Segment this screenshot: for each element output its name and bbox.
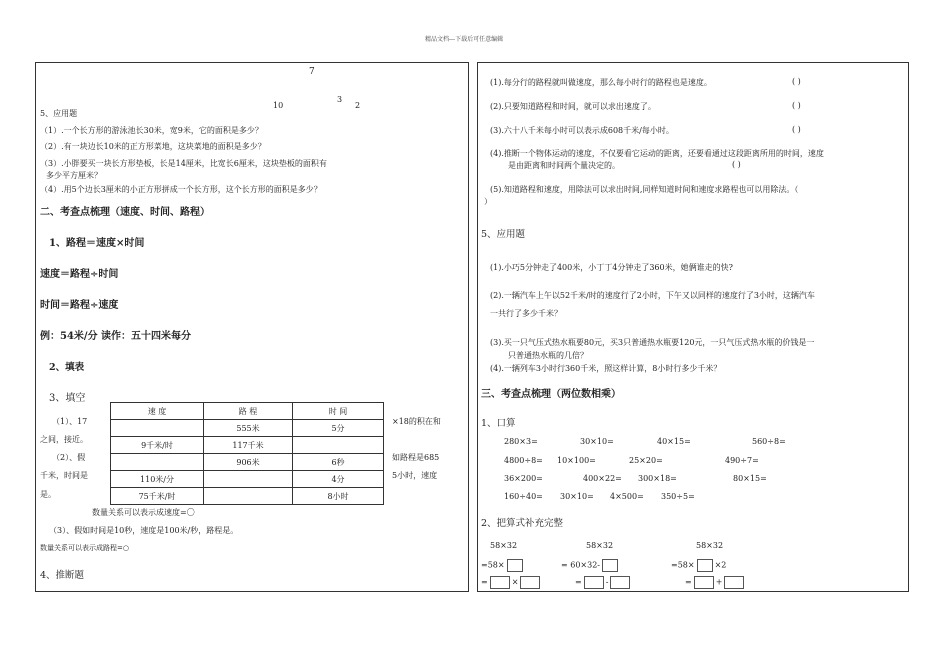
section-title: 5、应用题 — [40, 109, 78, 118]
equals-sign: = — [575, 577, 582, 587]
table-cell: 6秒 — [293, 454, 384, 471]
section-heading: 三、考查点梳理（两位数相乘） — [481, 389, 621, 400]
oral-item: 490÷7= — [725, 456, 759, 465]
table-header: 速 度 — [111, 403, 204, 420]
right-panel — [477, 62, 909, 592]
answer-paren[interactable]: ( ) — [792, 125, 801, 134]
section-title: 5、应用题 — [481, 229, 526, 240]
equals-sign: = — [685, 577, 692, 587]
expand-row-3 — [671, 559, 726, 572]
fraction-number: 2 — [355, 101, 361, 110]
oral-item: 30×10= — [580, 437, 614, 446]
answer-paren[interactable]: ( ) — [732, 160, 741, 169]
table-cell: 555米 — [204, 420, 293, 437]
oral-item: 80×15= — [733, 474, 767, 483]
complete-head: 58×32 — [586, 541, 614, 550]
relation-line: 数量关系可以表示成路程=○ — [40, 544, 129, 552]
result-row-2 — [575, 576, 632, 589]
result-row-3 — [685, 576, 746, 589]
judge-item: (3).六十八千米每小时可以表示成608千米/每小时。 — [490, 126, 674, 135]
table-cell: 4分 — [293, 471, 384, 488]
expand-equation: =58× — [481, 560, 505, 570]
question-text: （3）.小胖要买一块长方形垫板，长是14厘米，比宽长6厘米，这块垫板的面积有 — [40, 159, 327, 168]
answer-paren[interactable]: ( ) — [792, 101, 801, 110]
question-text: (1).小巧5分钟走了400米，小丁丁4分钟走了360米，她俩谁走的快? — [490, 263, 733, 272]
section-title: 1、口算 — [481, 418, 516, 429]
fill-text: 之间，接近。 — [40, 435, 88, 444]
fill-text: ×18的积在和 — [392, 417, 441, 426]
table-header: 路 程 — [204, 403, 293, 420]
oral-item: 560÷8= — [752, 437, 786, 446]
expand-equation: = 60×32- — [561, 560, 601, 570]
equals-sign: = — [481, 577, 488, 587]
answer-box[interactable] — [697, 559, 713, 572]
table-cell[interactable] — [111, 454, 204, 471]
question-text: （4）.用5个边长3厘米的小正方形拼成一个长方形，这个长方形的面积是多少？ — [40, 185, 322, 194]
answer-box[interactable] — [520, 576, 540, 589]
expand-equation: =58× — [671, 560, 695, 570]
judge-item: (5).知道路程和速度，用除法可以求出时间,同样知道时间和速度求路程也可以用除法。（ — [490, 185, 799, 194]
table-cell: 117千米 — [204, 437, 293, 454]
oral-item: 4×500= — [610, 492, 644, 501]
expand-row-2 — [561, 559, 620, 572]
judge-item: 是由距离和时间两个量决定的。 — [508, 161, 620, 170]
question-text: (4).一辆列车3小时行360千米，照这样计算，8小时行多少千米？ — [490, 364, 722, 373]
result-row-1 — [481, 576, 542, 589]
question-text: （3）、假如时间是10秒，速度是100米/秒，路程是。 — [49, 526, 239, 535]
answer-box[interactable] — [584, 576, 604, 589]
oral-item: 40×15= — [657, 437, 691, 446]
oral-item: 25×20= — [629, 456, 663, 465]
formula: 1、路程＝速度×时间 — [49, 238, 145, 249]
oral-item: 280×3= — [504, 437, 538, 446]
complete-head: 58×32 — [490, 541, 518, 550]
oral-item: 30×10= — [560, 492, 594, 501]
judge-item: (1).每分行的路程就叫做速度，那么每小时行的路程也是速度。 — [490, 78, 712, 87]
question-text: 只普通热水瓶的几倍？ — [508, 351, 588, 360]
question-text: 多少平方厘米？ — [46, 171, 102, 180]
page-header: 精品文档---下载后可任意编辑 — [425, 36, 504, 43]
section-title: 4、推断题 — [40, 570, 85, 581]
fill-text: 千米，时间是 — [40, 471, 88, 480]
answer-box[interactable] — [507, 559, 523, 572]
answer-paren[interactable]: ( ) — [792, 77, 801, 86]
fill-text: （1）、17 — [52, 417, 88, 426]
judge-item: (4).推断一个物体运动的速度，不仅要看它运动的距离，还要看通过这段距离所用的时间，速度 — [490, 149, 824, 158]
table-cell: 110米/分 — [111, 471, 204, 488]
table-cell: 8小时 — [293, 488, 384, 505]
question-text: （1）.一个长方形的游泳池长30米，宽9米，它的面积是多少？ — [40, 126, 263, 135]
section-heading: 二、考查点梳理（速度、时间、路程） — [40, 207, 210, 218]
fraction-numerator: 7 — [309, 67, 315, 77]
fill-text: （2）、假 — [52, 453, 86, 462]
question-text: (3).买一只气压式热水瓶要80元，买3只普通热水瓶要120元，一只气压式热水瓶的价钱是一 — [490, 338, 815, 347]
plus-sign: + — [715, 577, 723, 587]
question-text: 一共行了多少千米？ — [490, 309, 562, 318]
oral-item: 160÷40= — [504, 492, 543, 501]
speed-table — [110, 402, 384, 505]
oral-item: 36×200= — [504, 474, 543, 483]
section-title: 2、填表 — [49, 362, 85, 373]
answer-box[interactable] — [610, 576, 630, 589]
section-title: 2、把算式补充完整 — [481, 518, 564, 529]
table-cell: 5分 — [293, 420, 384, 437]
minus-sign: - — [605, 577, 609, 587]
oral-item: 4800÷8= — [504, 456, 543, 465]
judge-item: (2).只要知道路程和时间，就可以求出速度了。 — [490, 102, 656, 111]
oral-item: 10×100= — [557, 456, 596, 465]
oral-item: 350÷5= — [661, 492, 695, 501]
oral-item: 400×22= — [583, 474, 622, 483]
table-cell: 9千米/时 — [111, 437, 204, 454]
answer-box[interactable] — [490, 576, 510, 589]
answer-box[interactable] — [724, 576, 744, 589]
fill-text: 如路程是685 — [392, 453, 440, 462]
complete-head: 58×32 — [696, 541, 724, 550]
question-text: （2）.有一块边长10米的正方形菜地，这块菜地的面积是多少？ — [40, 142, 266, 151]
expand-equation: ×2 — [714, 560, 727, 570]
question-text: (2).一辆汽车上午以52千米/时的速度行了2小时，下午又以同样的速度行了3小时，这辆汽车 — [490, 291, 815, 300]
table-cell[interactable] — [111, 420, 204, 437]
answer-paren[interactable]: ） — [484, 197, 492, 206]
table-cell[interactable] — [293, 437, 384, 454]
table-cell: 75千米/时 — [111, 488, 204, 505]
section-title: 3、填空 — [49, 393, 86, 404]
oral-item: 300×18= — [638, 474, 677, 483]
fraction-number: 3 — [337, 95, 343, 104]
relation-line: 数量关系可以表示成速度=〇 — [92, 508, 195, 517]
answer-box[interactable] — [694, 576, 714, 589]
table-header: 时 间 — [293, 403, 384, 420]
example-line: 例：54米/分 读作：五十四米每分 — [40, 331, 192, 342]
formula: 时间＝路程÷速度 — [40, 300, 119, 311]
fraction-number: 10 — [273, 101, 284, 110]
formula: 速度＝路程÷时间 — [40, 269, 119, 280]
fill-text: 是。 — [40, 490, 56, 499]
expand-row-1 — [481, 559, 525, 572]
table-cell[interactable] — [204, 471, 293, 488]
table-cell[interactable] — [204, 488, 293, 505]
times-sign: × — [511, 577, 519, 587]
fill-text: 5小时，速度 — [392, 471, 438, 480]
table-cell: 906米 — [204, 454, 293, 471]
answer-box[interactable] — [602, 559, 618, 572]
